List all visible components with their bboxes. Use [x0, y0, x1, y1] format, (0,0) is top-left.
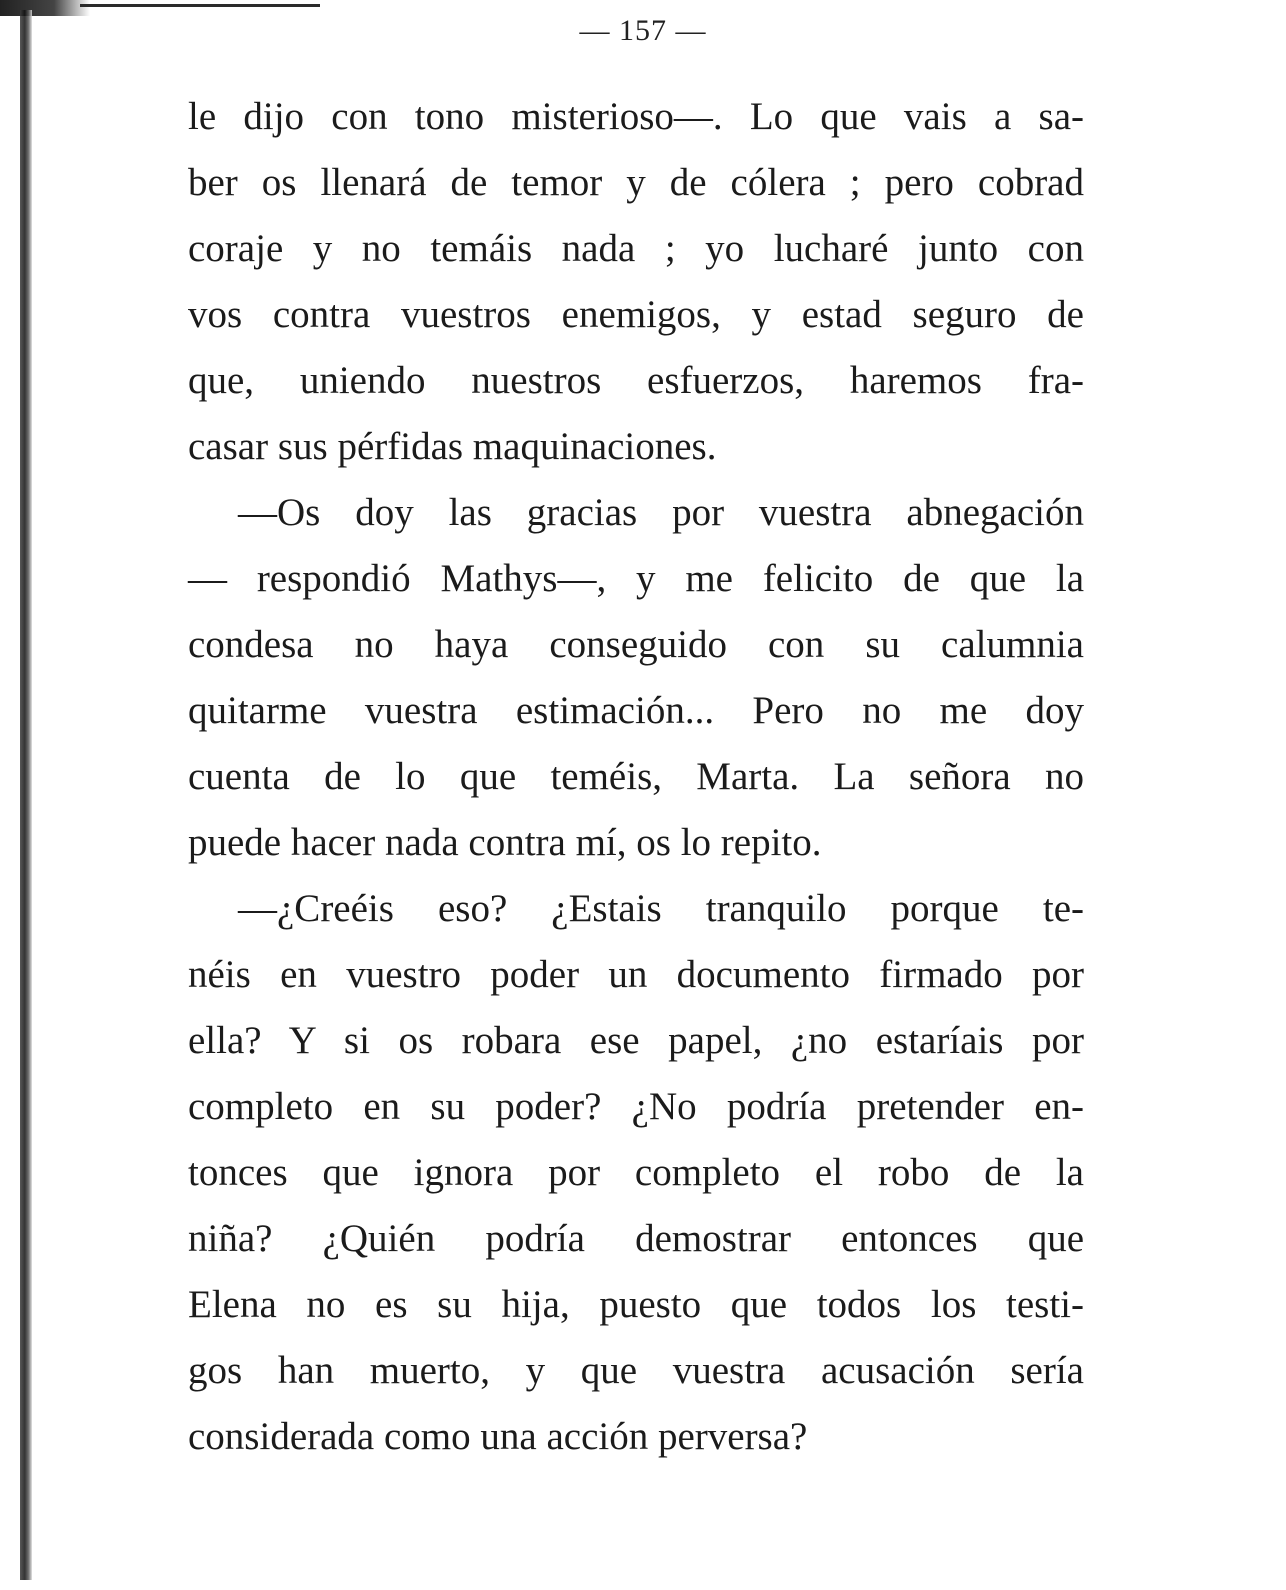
- text-line: gos han muerto, y que vuestra acusación sería: [188, 1349, 1084, 1392]
- text-line: casar sus pérfidas maquinaciones.: [188, 425, 717, 468]
- text-line: le dijo con tono misterioso—. Lo que vais a sa-: [188, 95, 1084, 138]
- text-line: —¿Creéis eso? ¿Estais tranquilo porque te-: [238, 887, 1084, 930]
- text-line: ella? Y si os robara ese papel, ¿no estaríais por: [188, 1019, 1084, 1062]
- text-line: coraje y no temáis nada ; yo lucharé junto con: [188, 227, 1084, 270]
- text-line: tonces que ignora por completo el robo de la: [188, 1151, 1084, 1194]
- text-line: niña? ¿Quién podría demostrar entonces que: [188, 1217, 1084, 1260]
- text-line: —Os doy las gracias por vuestra abnegación: [238, 491, 1084, 534]
- text-line: — respondió Mathys—, y me felicito de que la: [188, 557, 1084, 600]
- text-line: completo en su poder? ¿No podría pretender en-: [188, 1085, 1084, 1128]
- text-line: considerada como una acción perversa?: [188, 1415, 808, 1458]
- text-line: Elena no es su hija, puesto que todos los testi-: [188, 1283, 1084, 1326]
- page-number: — 157 —: [579, 14, 707, 47]
- text-line: néis en vuestro poder un documento firmado por: [188, 953, 1084, 996]
- text-line: puede hacer nada contra mí, os lo repito.: [188, 821, 822, 864]
- text-line: vos contra vuestros enemigos, y estad seguro de: [188, 293, 1084, 336]
- text-line: cuenta de lo que teméis, Marta. La señora no: [188, 755, 1084, 798]
- text-line: condesa no haya conseguido con su calumnia: [188, 623, 1084, 666]
- text-line: quitarme vuestra estimación... Pero no me doy: [188, 689, 1084, 732]
- text-line: ber os llenará de temor y de cólera ; pero cobrad: [188, 161, 1084, 204]
- scan-top-rule: [80, 4, 320, 7]
- body-text: [188, 84, 1084, 1470]
- text-line: que, uniendo nuestros esfuerzos, haremos fra-: [188, 359, 1084, 402]
- binding-edge: [20, 10, 32, 1580]
